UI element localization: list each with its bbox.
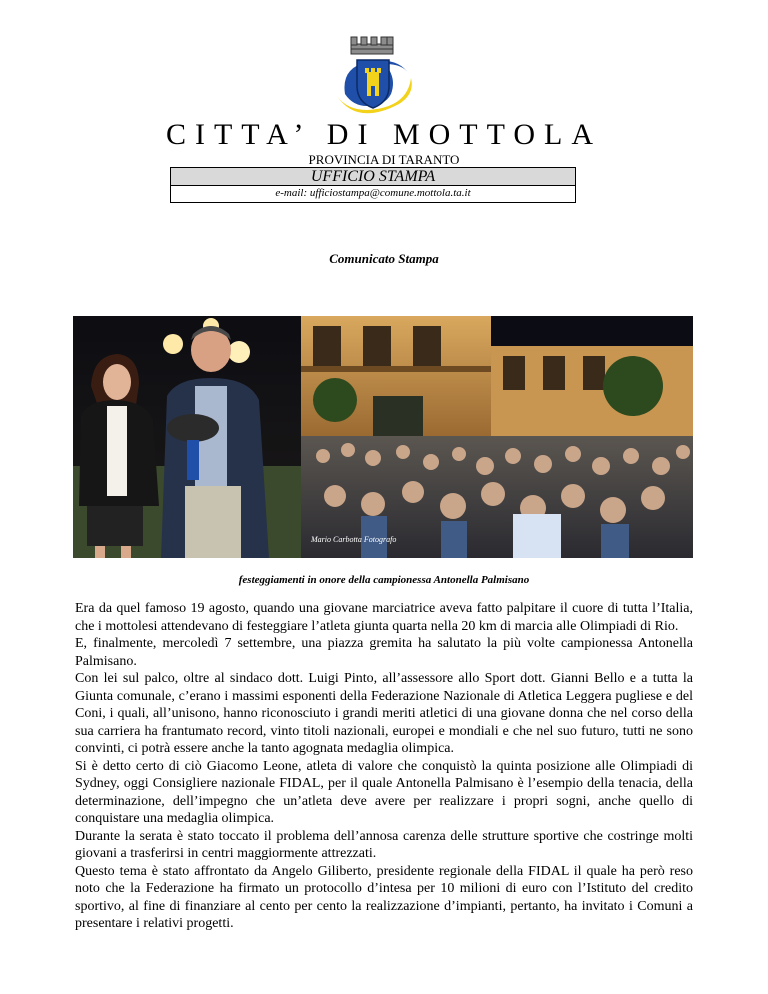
paragraph: Durante la serata è stato toccato il problema dell’annosa carenza delle strutture sportive che costringe molti giovani a trasferirsi in centri maggiormente attrezzati. [75, 828, 693, 861]
paragraph: Questo tema è stato affrontato da Angelo Giliberto, presidente regionale della FIDAL il quale ha però reso noto che la Federazione ha firmato un protocollo d’intesa per 10 milioni di euro con l’Istituto del credito sportivo, al fine di finanziare al cento per cento la realizzazione d’impianti, pertanto, ha invitato i Comuni a presentare i relativi progetti. [75, 863, 693, 931]
paragraph: E, finalmente, mercoledì 7 settembre, una piazza gremita ha salutato la più volte campionessa Antonella Palmisano. [75, 636, 693, 669]
event-photo [73, 316, 693, 558]
province-label: PROVINCIA DI TARANTO [308, 152, 460, 167]
paragraph: Era da quel famoso 19 agosto, quando una giovane marciatrice aveva fatto palpitare il cuore di tutta l’Italia, che i mottolesi attendevano di festeggiare l’atleta giunta quarta nella 20 km di marcia alle Olimpiadi di Rio. [75, 601, 693, 634]
city-crest-logo [327, 34, 417, 124]
article-body [75, 600, 693, 933]
office-title: UFFICIO STAMPA [170, 167, 576, 186]
photo-watermark: Mario Carbotta Fotografo [311, 535, 397, 544]
office-email: e-mail: ufficiostampa@comune.mottola.ta.it [170, 185, 576, 203]
press-release-label: Comunicato Stampa [329, 251, 439, 266]
city-title: CITTA’ DI MOTTOLA [165, 118, 603, 151]
paragraph: Con lei sul palco, oltre al sindaco dott. Luigi Pinto, all’assessore allo Sport dott. Gianni Bello e a tutta la Giunta comunale, c’erano i massimi esponenti della Federazione Nazionale di Atletica Leggera pugliese e del Coni, i quali, all’unisono, hanno riconosciuto i grandi meriti atletici di una giovane donna che nel corso della sua carriera ha frantumato record, vinto titoli nazionali, europei e mondiali e che nel suo futuro, tutti ne sono convinti, ci potrà essere anche la tanto agognata medaglia olimpica. [75, 671, 693, 756]
photo-caption: festeggiamenti in onore della campionessa Antonella Palmisano [238, 574, 530, 586]
tower-icon [365, 68, 381, 96]
crown-icon [351, 37, 393, 54]
paragraph: Si è detto certo di ciò Giacomo Leone, atleta di valore che conquistò la quinta posizione alle Olimpiadi di Sydney, oggi Consigliere nazionale FIDAL, per il quale Antonella Palmisano è l’esempio della tenacia, della determinazione, dell’impegno che un’atleta deve avere per realizzare i propri sogni, anche quello di conquistare una medaglia olimpica. [75, 758, 693, 826]
